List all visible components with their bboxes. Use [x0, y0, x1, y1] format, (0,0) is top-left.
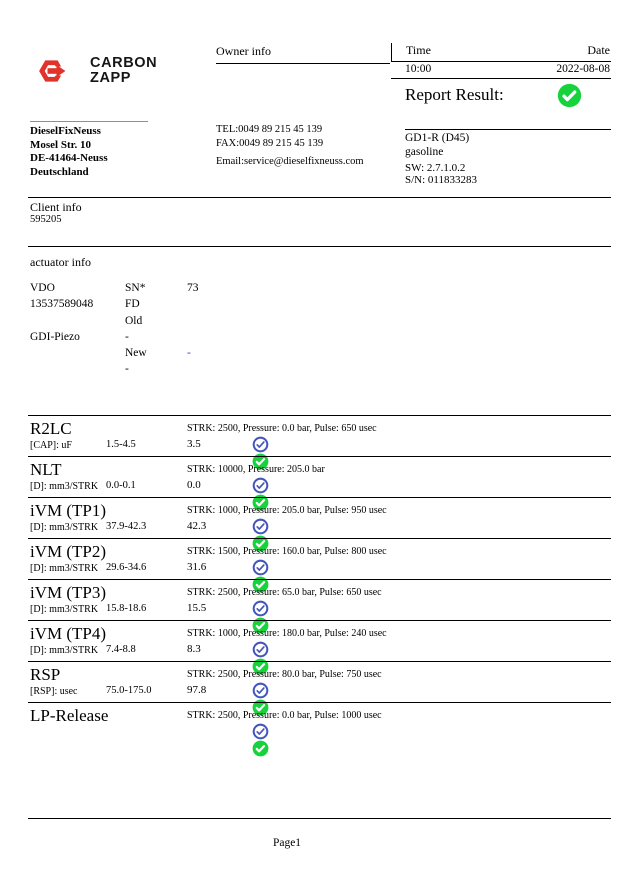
blue-check-icon	[252, 436, 269, 453]
time-value: 10:00	[405, 63, 432, 75]
device-software-version: SW: 2.7.1.0.2	[405, 162, 466, 174]
test-unit: [D]: mm3/STRK	[30, 604, 99, 615]
owner-city: DE-41464-Neuss	[30, 152, 108, 164]
test-status	[252, 559, 269, 576]
client-section-top-rule	[28, 197, 611, 198]
test-unit: [RSP]: usec	[30, 686, 78, 697]
actuator-col3: -	[187, 347, 191, 360]
test-row	[28, 579, 611, 620]
test-range: 75.0-175.0	[106, 685, 152, 696]
client-info-heading: Client info	[30, 200, 82, 214]
actuator-row	[30, 361, 199, 377]
test-unit: [D]: mm3/STRK	[30, 645, 99, 656]
footer-rule	[28, 818, 611, 819]
test-value: 15.5	[187, 602, 207, 614]
test-value: 31.6	[187, 561, 207, 573]
actuator-col2: FD	[125, 298, 140, 311]
test-range: 37.9-42.3	[106, 521, 147, 532]
blue-check-icon	[252, 600, 269, 617]
actuator-row	[30, 296, 199, 312]
actuator-col2: Old	[125, 314, 143, 327]
owner-name: DieselFixNeuss	[30, 125, 101, 137]
test-parameters: STRK: 2500, Pressure: 80.0 bar, Pulse: 750 usec	[187, 669, 382, 680]
test-row	[28, 538, 611, 579]
test-row	[28, 456, 611, 497]
actuator-col2: -	[125, 330, 129, 343]
test-name: LP-Release	[30, 706, 109, 725]
actuator-row	[30, 345, 199, 361]
actuator-col1: 13537589048	[30, 298, 94, 311]
time-date-table	[391, 43, 611, 79]
actuator-col2: New	[125, 347, 147, 360]
blue-check-icon	[252, 723, 269, 740]
owner-contact-block	[216, 123, 364, 169]
time-label: Time	[406, 43, 431, 57]
test-range: 1.5-4.5	[106, 439, 136, 450]
test-range: 0.0-0.1	[106, 480, 136, 491]
report-result-label: Report Result:	[405, 85, 504, 104]
test-name: NLT	[30, 460, 62, 479]
actuator-col1	[30, 361, 125, 377]
test-range: 7.4-8.8	[106, 644, 136, 655]
actuator-col3: 73	[187, 282, 199, 294]
owner-info-heading: Owner info	[216, 44, 390, 64]
test-unit: [D]: mm3/STRK	[30, 563, 99, 574]
test-row	[28, 702, 611, 743]
actuator-col1: VDO	[30, 282, 55, 294]
test-row	[28, 415, 611, 456]
blue-check-icon	[252, 559, 269, 576]
test-status	[252, 436, 269, 453]
test-range: 15.8-18.6	[106, 603, 147, 614]
test-value: 3.5	[187, 438, 201, 450]
owner-tel: TEL:0049 89 215 45 139	[216, 124, 323, 135]
device-info-block	[405, 132, 477, 186]
blue-check-icon	[252, 518, 269, 535]
date-label: Date	[587, 43, 610, 57]
report-result-pass-icon	[557, 83, 582, 108]
client-id: 595205	[30, 214, 62, 225]
test-name: iVM (TP1)	[30, 501, 107, 520]
owner-email: Email:service@dieselfixneuss.com	[216, 156, 364, 167]
actuator-col3	[187, 296, 199, 312]
test-status	[252, 723, 269, 740]
test-value: 0.0	[187, 479, 201, 491]
client-section-bottom-rule	[28, 246, 611, 247]
test-name: iVM (TP2)	[30, 542, 107, 561]
owner-fax: FAX:0049 89 215 45 139	[216, 137, 324, 149]
actuator-col2: SN*	[125, 282, 146, 294]
device-divider	[405, 129, 611, 130]
test-unit: [D]: mm3/STRK	[30, 481, 99, 492]
test-parameters: STRK: 1500, Pressure: 160.0 bar, Pulse: 800 usec	[187, 546, 387, 557]
test-value: 8.3	[187, 643, 201, 655]
test-status	[252, 682, 269, 699]
test-range: 29.6-34.6	[106, 562, 147, 573]
test-parameters: STRK: 2500, Pressure: 65.0 bar, Pulse: 650 usec	[187, 587, 382, 598]
test-results-table	[28, 415, 611, 743]
test-value: 42.3	[187, 520, 207, 532]
test-name: iVM (TP3)	[30, 583, 107, 602]
address-divider	[30, 121, 148, 122]
hexagon-c-arrow-icon	[38, 57, 66, 85]
test-status	[252, 477, 269, 494]
green-check-icon	[557, 83, 582, 108]
actuator-row	[30, 329, 199, 345]
green-check-icon	[252, 740, 269, 757]
test-parameters: STRK: 10000, Pressure: 205.0 bar	[187, 464, 325, 475]
actuator-info-heading: actuator info	[30, 255, 91, 269]
test-value: 97.8	[187, 684, 207, 696]
date-value: 2022-08-08	[556, 63, 610, 75]
carbon-zapp-logo-icon	[38, 57, 66, 85]
owner-address-block	[30, 125, 108, 179]
blue-check-icon	[252, 682, 269, 699]
device-model: GD1-R (D45)	[405, 132, 470, 144]
device-serial-number: S/N: 011833283	[405, 174, 478, 186]
logo-line1: CARBON	[90, 55, 158, 71]
test-status	[252, 600, 269, 617]
test-row	[28, 497, 611, 538]
blue-check-icon	[252, 477, 269, 494]
owner-street: Mosel Str. 10	[30, 138, 92, 151]
actuator-row	[30, 313, 199, 329]
test-name: R2LC	[30, 419, 72, 438]
actuator-col3	[187, 361, 199, 377]
test-status	[252, 641, 269, 658]
test-name: iVM (TP4)	[30, 624, 107, 643]
test-row	[28, 620, 611, 661]
test-parameters: STRK: 2500, Pressure: 0.0 bar, Pulse: 650 usec	[187, 423, 377, 434]
actuator-row	[30, 280, 199, 296]
actuator-col1	[30, 345, 125, 361]
actuator-col1	[30, 313, 125, 329]
test-status	[252, 518, 269, 535]
logo-line2: ZAPP	[90, 69, 132, 86]
actuator-col3	[187, 313, 199, 329]
test-parameters: STRK: 1000, Pressure: 180.0 bar, Pulse: 240 usec	[187, 628, 387, 639]
actuator-col2: -	[125, 363, 129, 376]
test-unit: [D]: mm3/STRK	[30, 522, 99, 533]
test-row	[28, 661, 611, 702]
actuator-grid	[30, 280, 199, 378]
device-fuel: gasoline	[405, 145, 444, 158]
test-parameters: STRK: 1000, Pressure: 205.0 bar, Pulse: 950 usec	[187, 505, 387, 516]
test-name: RSP	[30, 665, 61, 684]
page-number: Page1	[272, 837, 302, 849]
carbon-zapp-logo-text	[90, 56, 157, 85]
actuator-col1: GDI-Piezo	[30, 330, 80, 343]
actuator-col3	[187, 329, 199, 345]
owner-country: Deutschland	[30, 165, 89, 178]
test-unit: [CAP]: uF	[30, 440, 72, 451]
blue-check-icon	[252, 641, 269, 658]
test-parameters: STRK: 2500, Pressure: 0.0 bar, Pulse: 1000 usec	[187, 710, 382, 721]
